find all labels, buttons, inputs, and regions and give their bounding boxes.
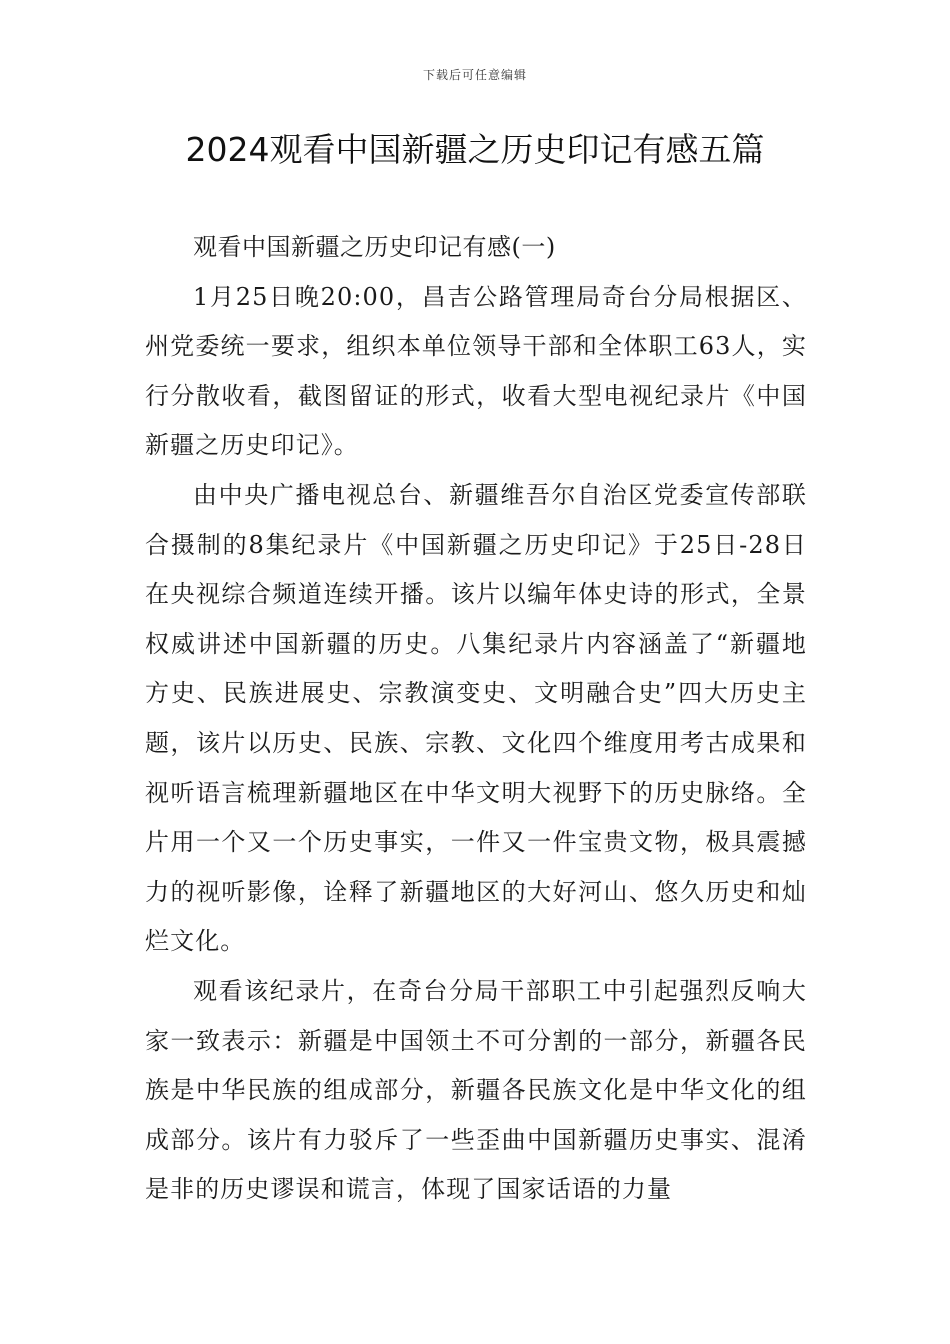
- section-heading: 观看中国新疆之历史印记有感(一): [193, 233, 556, 261]
- header-note: 下载后可任意编辑: [422, 68, 527, 82]
- body-paragraph: 观看该纪录片，在奇台分局干部职工中引起强烈反响大家一致表示：新疆是中国领土不可分割的一部分，新疆各民族是中华民族的组成部分，新疆各民族文化是中华文化的组成部分。该片有力驳斥了一些歪曲中国新疆历史事实、混淆是非的历史谬误和谎言，体现了国家话语的力量: [145, 976, 807, 1204]
- document-body: [145, 223, 807, 1215]
- body-paragraph: 1月25日晚20:00，昌吉公路管理局奇台分局根据区、州党委统一要求，组织本单位领导干部和全体职工63人，实行分散收看，截图留证的形式，收看大型电视纪录片《中国新疆之历史印记》。: [145, 282, 807, 460]
- body-paragraph: 由中央广播电视总台、新疆维吾尔自治区党委宣传部联合摄制的8集纪录片《中国新疆之历史印记》于25日-28日在央视综合频道连续开播。该片以编年体史诗的形式，全景权威讲述中国新疆的历史。八集纪录片内容涵盖了“新疆地方史、民族进展史、宗教演变史、文明融合史”四大历史主题，该片以历史、民族、宗教、文化四个维度用考古成果和视听语言梳理新疆地区在中华文明大视野下的历史脉络。全片用一个又一个历史事实，一件又一件宝贵文物，极具震撼力的视听影像，诠释了新疆地区的大好河山、悠久历史和灿烂文化。: [145, 480, 807, 956]
- document-title: 2024观看中国新疆之历史印记有感五篇: [185, 130, 765, 169]
